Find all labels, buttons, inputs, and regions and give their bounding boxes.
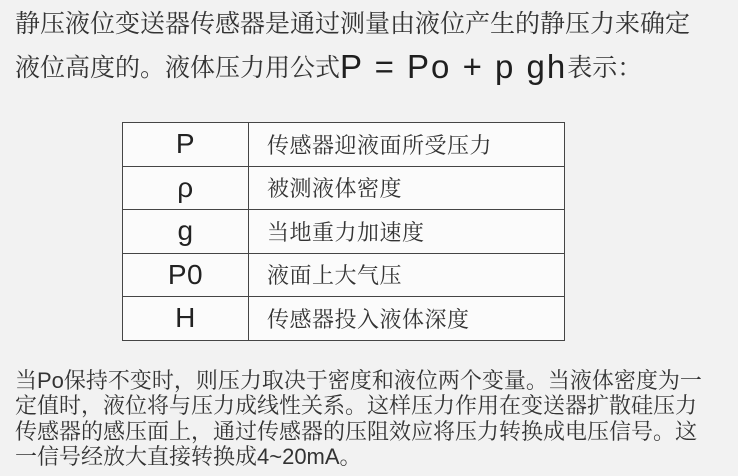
table-row-p — [123, 123, 565, 167]
symbol-cell: g — [123, 210, 249, 254]
table-row-g — [123, 210, 565, 254]
table-row-h — [123, 297, 565, 341]
table-row-p0 — [123, 253, 565, 297]
description-cell: 液面上大气压 — [249, 253, 565, 297]
description-cell: 被测液体密度 — [249, 166, 565, 210]
intro-text-before-formula: 静压液位变送器传感器是通过测量由液位产生的静压力来确定液位高度的。液体压力用公式 — [15, 10, 691, 82]
intro-text-after-formula: 表示： — [567, 54, 643, 82]
description-cell: 传感器迎液面所受压力 — [249, 123, 565, 167]
table-row-rho — [123, 166, 565, 210]
symbol-definition-table — [122, 122, 565, 341]
symbol-cell: H — [123, 297, 249, 341]
body-paragraph: 当Po保持不变时，则压力取决于密度和液位两个变量。当液体密度为一定值时，液位将与压力成线性关系。这样压力作用在变送器扩散硅压力传感器的感压面上，通过传感器的压阻效应将压力转换成电压信号。这一信号经放大直接转换成4~20mA。 — [15, 367, 702, 470]
pressure-formula: P = Po + p gh — [340, 48, 568, 85]
description-cell: 传感器投入液体深度 — [249, 297, 565, 341]
symbol-cell: P0 — [123, 253, 249, 297]
description-cell: 当地重力加速度 — [249, 210, 565, 254]
symbol-cell: ρ — [123, 166, 249, 210]
intro-paragraph — [0, 0, 705, 90]
symbol-cell: P — [123, 123, 249, 167]
